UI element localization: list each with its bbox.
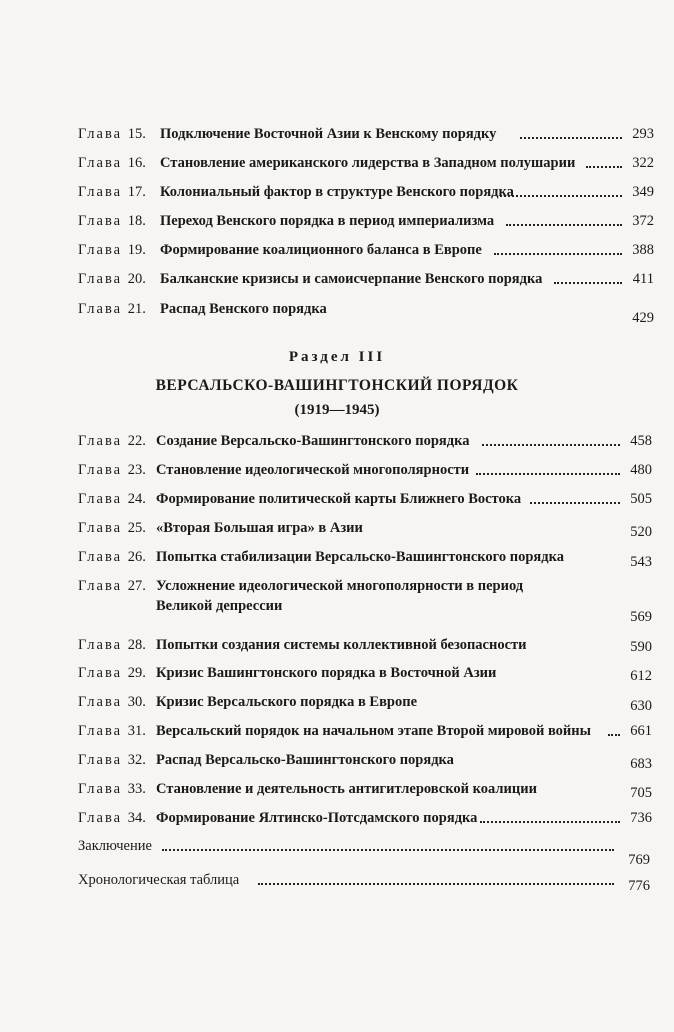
chapter-label: Глава 18. [78,213,146,229]
page-number: 769 [628,852,650,868]
chapter-label: Глава 15. [78,126,146,142]
chapter-label: Глава 24. [78,491,146,507]
dot-leader [162,849,614,851]
page-number: 736 [630,810,652,826]
dot-leader [482,444,620,446]
dot-leader [530,502,620,504]
chapter-title: Становление американского лидерства в Западном полушарии [160,155,576,171]
page-number: 388 [632,242,654,258]
page-number: 411 [632,271,654,287]
chapter-label: Глава 27. [78,578,146,594]
section-years: (1919—1945) [294,402,380,418]
chapter-label: Глава 33. [78,781,146,797]
dot-leader [476,473,620,475]
entry-title: Хронологическая таблица [78,872,240,888]
page-number: 349 [632,184,654,200]
page-number: 372 [632,213,654,229]
page-number: 705 [630,785,652,801]
chapter-label: Глава 25. [78,520,146,536]
chapter-title: Колониальный фактор в структуре Венского порядка [160,184,514,200]
page-number: 661 [630,723,652,739]
chapter-label: Глава 30. [78,694,146,710]
page-number: 543 [630,554,652,570]
chapter-title: Версальский порядок на начальном этапе Второй мировой войны [156,723,591,739]
chapter-label: Глава 31. [78,723,146,739]
chapter-title: Попытки создания системы коллективной безопасности [156,637,527,653]
dot-leader [480,821,620,823]
section-title: ВЕРСАЛЬСКО-ВАШИНГТОНСКИЙ ПОРЯДОК [155,377,519,394]
page-number: 630 [630,698,652,714]
chapter-label: Глава 26. [78,549,146,565]
chapter-label: Глава 28. [78,637,146,653]
page-number: 683 [630,756,652,772]
chapter-title: Усложнение идеологической многополярности в период [156,578,524,594]
chapter-label: Глава 22. [78,433,146,449]
chapter-title: Переход Венского порядка в период империализма [160,213,495,229]
chapter-title: «Вторая Большая игра» в Азии [156,520,363,536]
page-number: 322 [632,155,654,171]
page-number: 505 [630,491,652,507]
dot-leader [506,224,622,226]
chapter-title: Кризис Вашингтонского порядка в Восточной Азии [156,665,497,681]
page-number: 612 [630,668,652,684]
chapter-label: Глава 29. [78,665,146,681]
chapter-label: Глава 34. [78,810,146,826]
dot-leader [258,883,614,885]
chapter-label: Глава 19. [78,242,146,258]
page-number: 569 [630,609,652,625]
chapter-title: Балканские кризисы и самоисчерпание Венского порядка [160,271,543,287]
page-number: 293 [632,126,654,142]
chapter-title: Кризис Версальского порядка в Европе [156,694,418,710]
dot-leader [500,195,622,197]
dot-leader [554,282,622,284]
dot-leader [520,137,622,139]
chapter-label: Глава 21. [78,301,146,317]
chapter-title: Распад Версальско-Вашингтонского порядка [156,752,454,768]
entry-title: Заключение [78,838,152,854]
chapter-title: Становление и деятельность антигитлеровской коалиции [156,781,537,797]
chapter-label: Глава 17. [78,184,146,200]
chapter-title: Формирование коалиционного баланса в Европе [160,242,482,258]
dot-leader [586,166,622,168]
chapter-label: Глава 16. [78,155,146,171]
chapter-title-line-2: Великой депрессии [156,598,283,614]
dot-leader [494,253,622,255]
chapter-title: Попытка стабилизации Версальско-Вашингтонского порядка [156,549,564,565]
chapter-title: Формирование Ялтинско-Потсдамского порядка [156,810,478,826]
page-number: 776 [628,878,650,894]
page-number: 458 [630,433,652,449]
page-number: 520 [630,524,652,540]
page-number: 590 [630,639,652,655]
chapter-label: Глава 20. [78,271,146,287]
page-number: 480 [630,462,652,478]
chapter-title: Формирование политической карты Ближнего Востока [156,491,522,507]
section-label: Раздел III [288,349,386,365]
chapter-title: Создание Версальско-Вашингтонского порядка [156,433,470,449]
chapter-label: Глава 23. [78,462,146,478]
chapter-title: Становление идеологической многополярности [156,462,470,478]
chapter-title: Подключение Восточной Азии к Венскому порядку [160,126,497,142]
chapter-title: Распад Венского порядка [160,301,327,317]
toc-entry-chapter-27[interactable] [0,577,674,625]
dot-leader [608,734,620,736]
chapter-label: Глава 32. [78,752,146,768]
page-number: 429 [632,310,654,326]
